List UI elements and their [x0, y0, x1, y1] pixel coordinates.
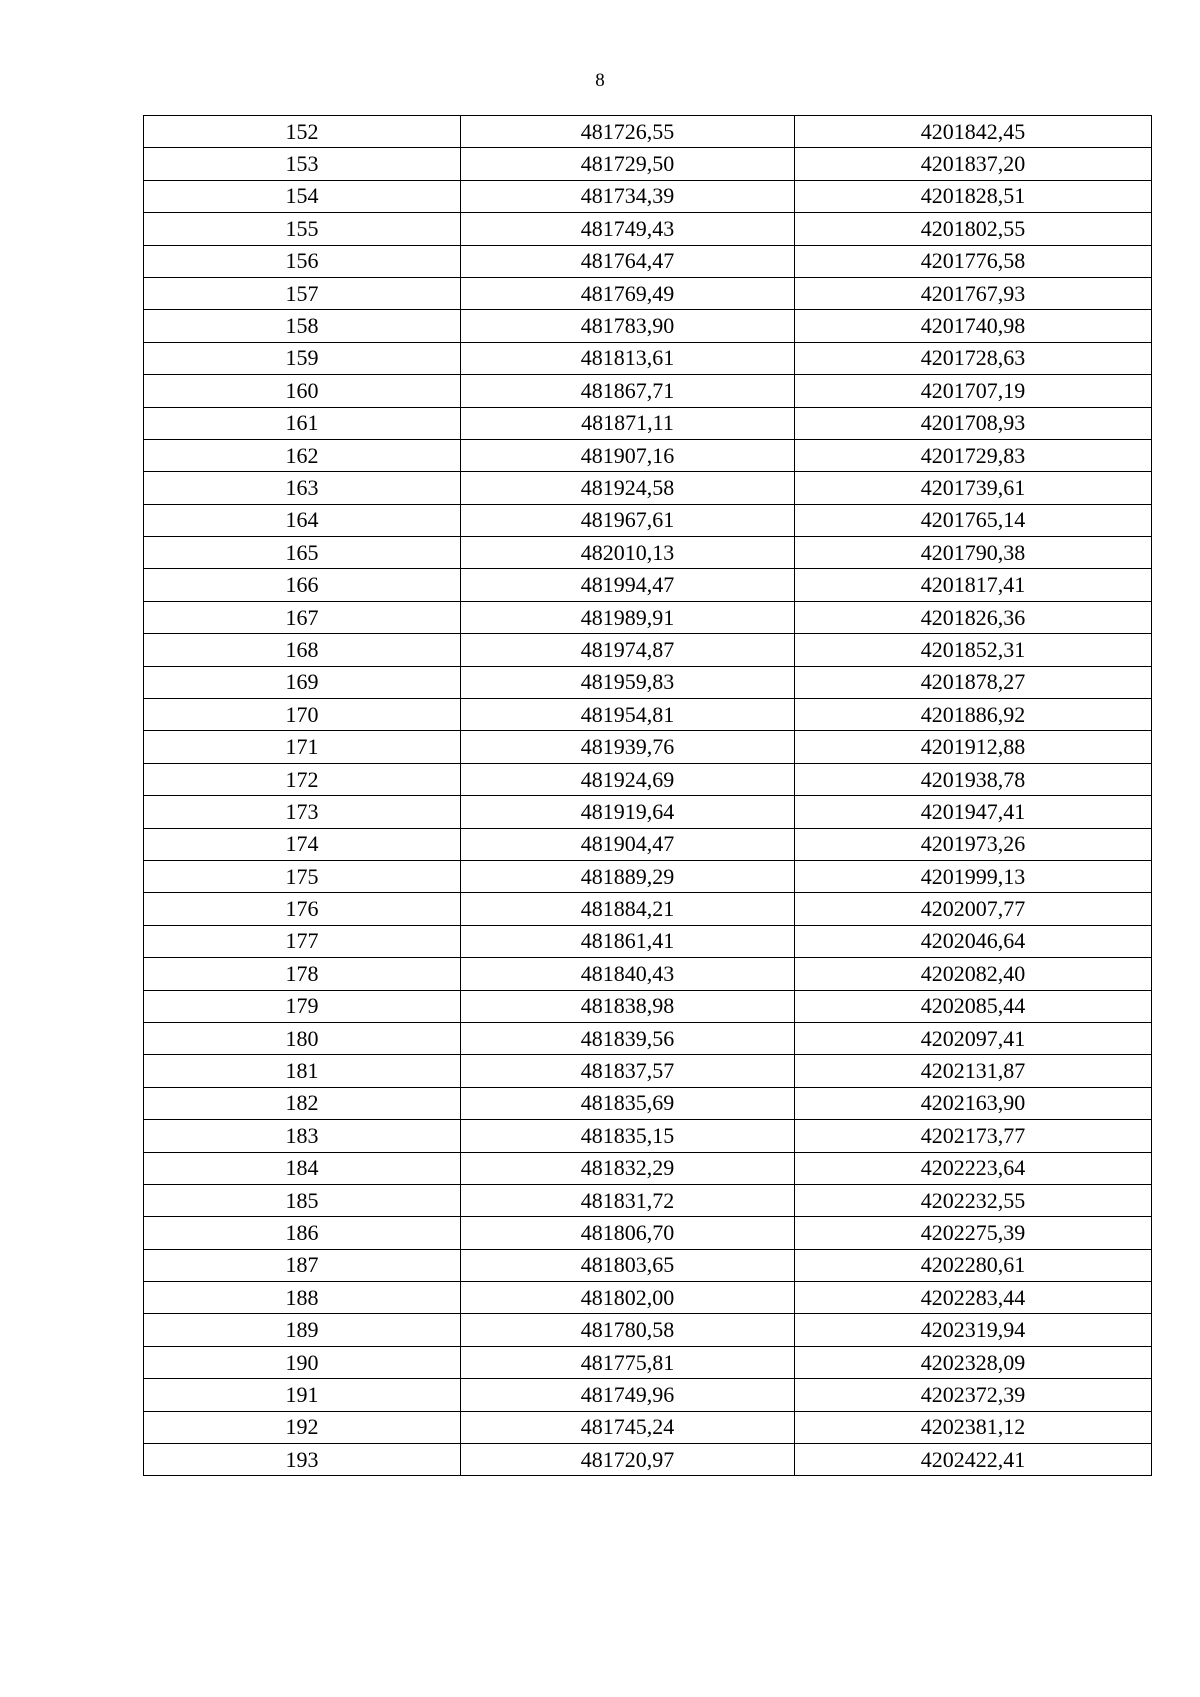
y-coordinate-cell: 4201740,98: [795, 310, 1152, 342]
x-coordinate-cell: 481871,11: [461, 407, 795, 439]
x-coordinate-cell: 481924,58: [461, 472, 795, 504]
table-row: [144, 1087, 1152, 1119]
point-number-cell: 192: [144, 1411, 461, 1443]
x-coordinate-cell: 481813,61: [461, 342, 795, 374]
y-coordinate-cell: 4201708,93: [795, 407, 1152, 439]
table-row: [144, 439, 1152, 471]
point-number-cell: 156: [144, 245, 461, 277]
y-coordinate-cell: 4201947,41: [795, 796, 1152, 828]
table-row: [144, 1152, 1152, 1184]
table-row: [144, 472, 1152, 504]
point-number-cell: 193: [144, 1444, 461, 1476]
table-row: [144, 180, 1152, 212]
point-number-cell: 161: [144, 407, 461, 439]
table-row: [144, 342, 1152, 374]
y-coordinate-cell: 4201828,51: [795, 180, 1152, 212]
x-coordinate-cell: 481838,98: [461, 990, 795, 1022]
point-number-cell: 159: [144, 342, 461, 374]
y-coordinate-cell: 4201817,41: [795, 569, 1152, 601]
coordinates-table: [143, 115, 1152, 1476]
table-row: [144, 537, 1152, 569]
y-coordinate-cell: 4201837,20: [795, 148, 1152, 180]
table-row: [144, 245, 1152, 277]
page-number: 8: [595, 70, 605, 91]
y-coordinate-cell: 4201912,88: [795, 731, 1152, 763]
y-coordinate-cell: 4201776,58: [795, 245, 1152, 277]
y-coordinate-cell: 4201767,93: [795, 277, 1152, 309]
point-number-cell: 183: [144, 1120, 461, 1152]
y-coordinate-cell: 4201707,19: [795, 375, 1152, 407]
x-coordinate-cell: 481806,70: [461, 1217, 795, 1249]
point-number-cell: 189: [144, 1314, 461, 1346]
x-coordinate-cell: 481835,69: [461, 1087, 795, 1119]
point-number-cell: 155: [144, 213, 461, 245]
table-row: [144, 634, 1152, 666]
point-number-cell: 190: [144, 1346, 461, 1378]
table-row: [144, 277, 1152, 309]
y-coordinate-cell: 4202283,44: [795, 1282, 1152, 1314]
x-coordinate-cell: 481904,47: [461, 828, 795, 860]
x-coordinate-cell: 481729,50: [461, 148, 795, 180]
table-row: [144, 731, 1152, 763]
x-coordinate-cell: 481780,58: [461, 1314, 795, 1346]
table-row: [144, 990, 1152, 1022]
x-coordinate-cell: 481924,69: [461, 763, 795, 795]
table-row: [144, 375, 1152, 407]
y-coordinate-cell: 4202007,77: [795, 893, 1152, 925]
y-coordinate-cell: 4201878,27: [795, 666, 1152, 698]
point-number-cell: 179: [144, 990, 461, 1022]
x-coordinate-cell: 481831,72: [461, 1184, 795, 1216]
x-coordinate-cell: 481919,64: [461, 796, 795, 828]
y-coordinate-cell: 4202082,40: [795, 958, 1152, 990]
point-number-cell: 173: [144, 796, 461, 828]
table-row: [144, 310, 1152, 342]
x-coordinate-cell: 481867,71: [461, 375, 795, 407]
point-number-cell: 187: [144, 1249, 461, 1281]
coordinates-table-body: [144, 116, 1152, 1476]
point-number-cell: 170: [144, 699, 461, 731]
point-number-cell: 180: [144, 1022, 461, 1054]
y-coordinate-cell: 4201728,63: [795, 342, 1152, 374]
y-coordinate-cell: 4201842,45: [795, 116, 1152, 148]
y-coordinate-cell: 4201826,36: [795, 601, 1152, 633]
y-coordinate-cell: 4201999,13: [795, 860, 1152, 892]
point-number-cell: 165: [144, 537, 461, 569]
y-coordinate-cell: 4201729,83: [795, 439, 1152, 471]
table-row: [144, 1022, 1152, 1054]
table-row: [144, 148, 1152, 180]
point-number-cell: 172: [144, 763, 461, 795]
point-number-cell: 166: [144, 569, 461, 601]
y-coordinate-cell: 4202232,55: [795, 1184, 1152, 1216]
point-number-cell: 152: [144, 116, 461, 148]
table-row: [144, 828, 1152, 860]
table-row: [144, 796, 1152, 828]
point-number-cell: 174: [144, 828, 461, 860]
point-number-cell: 182: [144, 1087, 461, 1119]
table-row: [144, 699, 1152, 731]
point-number-cell: 177: [144, 925, 461, 957]
x-coordinate-cell: 481775,81: [461, 1346, 795, 1378]
point-number-cell: 154: [144, 180, 461, 212]
x-coordinate-cell: 481720,97: [461, 1444, 795, 1476]
x-coordinate-cell: 481835,15: [461, 1120, 795, 1152]
table-row: [144, 1184, 1152, 1216]
point-number-cell: 162: [144, 439, 461, 471]
y-coordinate-cell: 4202097,41: [795, 1022, 1152, 1054]
x-coordinate-cell: 481745,24: [461, 1411, 795, 1443]
point-number-cell: 178: [144, 958, 461, 990]
y-coordinate-cell: 4201739,61: [795, 472, 1152, 504]
x-coordinate-cell: 481954,81: [461, 699, 795, 731]
x-coordinate-cell: 481764,47: [461, 245, 795, 277]
x-coordinate-cell: 481994,47: [461, 569, 795, 601]
y-coordinate-cell: 4202319,94: [795, 1314, 1152, 1346]
table-row: [144, 925, 1152, 957]
table-row: [144, 1217, 1152, 1249]
point-number-cell: 168: [144, 634, 461, 666]
y-coordinate-cell: 4202163,90: [795, 1087, 1152, 1119]
y-coordinate-cell: 4202328,09: [795, 1346, 1152, 1378]
point-number-cell: 181: [144, 1055, 461, 1087]
point-number-cell: 171: [144, 731, 461, 763]
table-row: [144, 1282, 1152, 1314]
y-coordinate-cell: 4202422,41: [795, 1444, 1152, 1476]
point-number-cell: 164: [144, 504, 461, 536]
x-coordinate-cell: 481769,49: [461, 277, 795, 309]
point-number-cell: 188: [144, 1282, 461, 1314]
point-number-cell: 160: [144, 375, 461, 407]
table-row: [144, 666, 1152, 698]
x-coordinate-cell: 481734,39: [461, 180, 795, 212]
x-coordinate-cell: 481974,87: [461, 634, 795, 666]
point-number-cell: 184: [144, 1152, 461, 1184]
table-row: [144, 1120, 1152, 1152]
point-number-cell: 176: [144, 893, 461, 925]
table-row: [144, 1444, 1152, 1476]
y-coordinate-cell: 4202085,44: [795, 990, 1152, 1022]
table-row: [144, 504, 1152, 536]
table-row: [144, 1249, 1152, 1281]
table-row: [144, 569, 1152, 601]
x-coordinate-cell: 482010,13: [461, 537, 795, 569]
x-coordinate-cell: 481749,96: [461, 1379, 795, 1411]
point-number-cell: 163: [144, 472, 461, 504]
point-number-cell: 191: [144, 1379, 461, 1411]
y-coordinate-cell: 4201802,55: [795, 213, 1152, 245]
x-coordinate-cell: 481837,57: [461, 1055, 795, 1087]
table-row: [144, 1346, 1152, 1378]
table-row: [144, 1411, 1152, 1443]
table-row: [144, 407, 1152, 439]
table-row: [144, 1314, 1152, 1346]
point-number-cell: 153: [144, 148, 461, 180]
table-row: [144, 958, 1152, 990]
point-number-cell: 175: [144, 860, 461, 892]
y-coordinate-cell: 4202173,77: [795, 1120, 1152, 1152]
x-coordinate-cell: 481967,61: [461, 504, 795, 536]
y-coordinate-cell: 4201886,92: [795, 699, 1152, 731]
y-coordinate-cell: 4202046,64: [795, 925, 1152, 957]
y-coordinate-cell: 4201852,31: [795, 634, 1152, 666]
y-coordinate-cell: 4202275,39: [795, 1217, 1152, 1249]
x-coordinate-cell: 481939,76: [461, 731, 795, 763]
table-row: [144, 1379, 1152, 1411]
x-coordinate-cell: 481783,90: [461, 310, 795, 342]
x-coordinate-cell: 481803,65: [461, 1249, 795, 1281]
y-coordinate-cell: 4202372,39: [795, 1379, 1152, 1411]
point-number-cell: 167: [144, 601, 461, 633]
table-row: [144, 1055, 1152, 1087]
table-row: [144, 893, 1152, 925]
y-coordinate-cell: 4201938,78: [795, 763, 1152, 795]
x-coordinate-cell: 481749,43: [461, 213, 795, 245]
x-coordinate-cell: 481832,29: [461, 1152, 795, 1184]
x-coordinate-cell: 481989,91: [461, 601, 795, 633]
table-row: [144, 601, 1152, 633]
x-coordinate-cell: 481889,29: [461, 860, 795, 892]
table-row: [144, 116, 1152, 148]
y-coordinate-cell: 4202280,61: [795, 1249, 1152, 1281]
y-coordinate-cell: 4201790,38: [795, 537, 1152, 569]
table-row: [144, 860, 1152, 892]
x-coordinate-cell: 481959,83: [461, 666, 795, 698]
table-row: [144, 763, 1152, 795]
point-number-cell: 158: [144, 310, 461, 342]
x-coordinate-cell: 481840,43: [461, 958, 795, 990]
y-coordinate-cell: 4201765,14: [795, 504, 1152, 536]
y-coordinate-cell: 4202223,64: [795, 1152, 1152, 1184]
x-coordinate-cell: 481861,41: [461, 925, 795, 957]
point-number-cell: 157: [144, 277, 461, 309]
x-coordinate-cell: 481884,21: [461, 893, 795, 925]
x-coordinate-cell: 481726,55: [461, 116, 795, 148]
table-row: [144, 213, 1152, 245]
y-coordinate-cell: 4202131,87: [795, 1055, 1152, 1087]
y-coordinate-cell: 4201973,26: [795, 828, 1152, 860]
point-number-cell: 169: [144, 666, 461, 698]
x-coordinate-cell: 481839,56: [461, 1022, 795, 1054]
x-coordinate-cell: 481907,16: [461, 439, 795, 471]
y-coordinate-cell: 4202381,12: [795, 1411, 1152, 1443]
point-number-cell: 185: [144, 1184, 461, 1216]
point-number-cell: 186: [144, 1217, 461, 1249]
x-coordinate-cell: 481802,00: [461, 1282, 795, 1314]
